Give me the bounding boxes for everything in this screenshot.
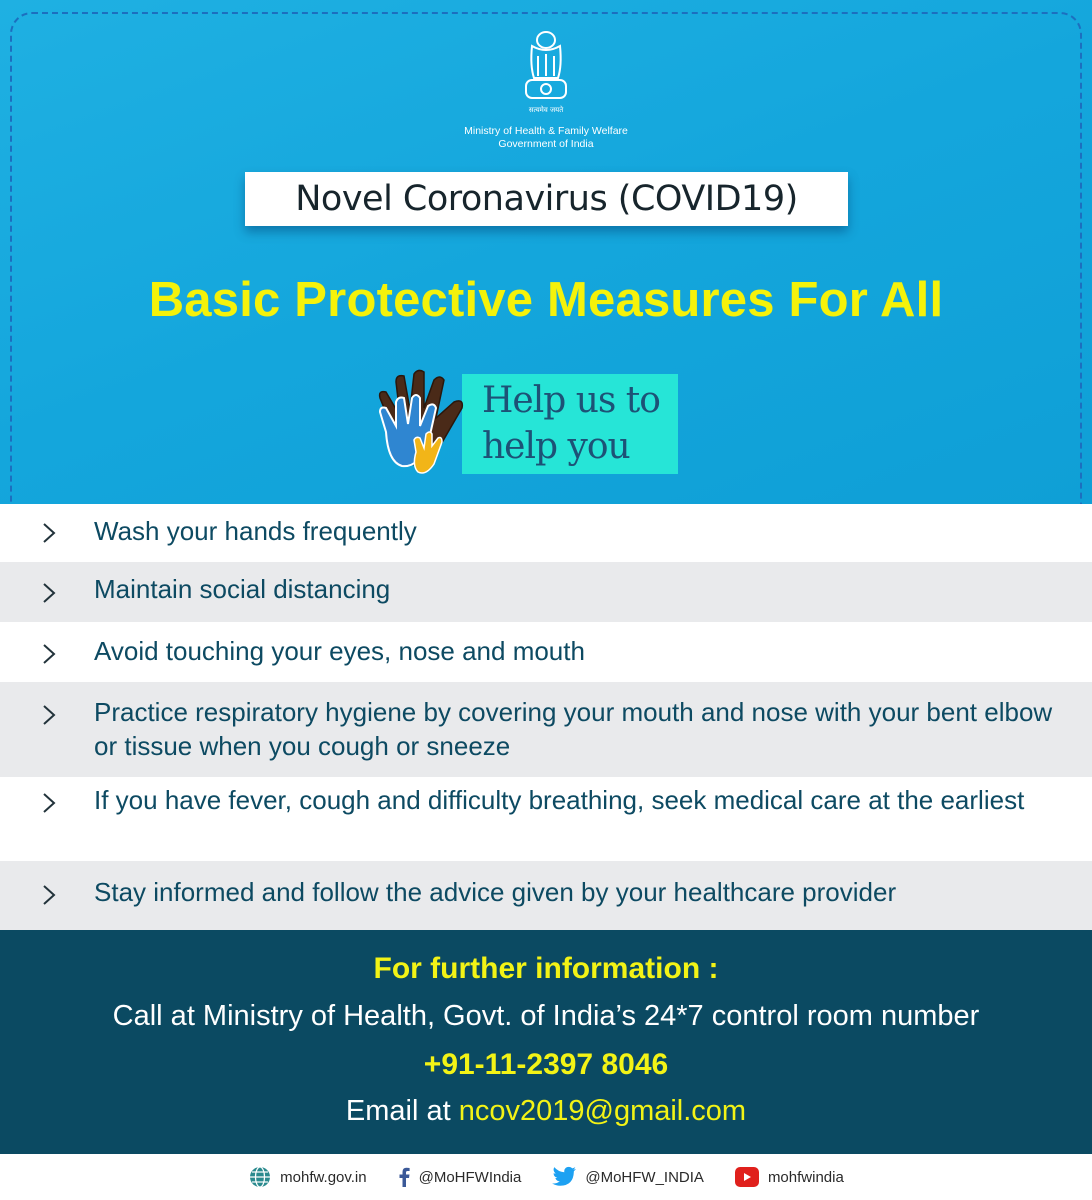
ministry-name: Ministry of Health & Family Welfare — [464, 125, 628, 137]
measure-text: If you have fever, cough and difficulty breathing, seek medical care at the earliest — [94, 785, 1025, 815]
chevron-right-icon — [40, 582, 58, 604]
list-item — [0, 861, 1092, 930]
helpline-number[interactable]: +91-11-2397 8046 — [423, 1048, 669, 1081]
list-item — [0, 777, 1092, 861]
globe-icon — [248, 1165, 272, 1189]
help-line-1: Help us to — [482, 380, 660, 421]
list-item — [0, 562, 1092, 622]
national-emblem-icon — [510, 26, 582, 118]
contact-info-panel — [0, 930, 1092, 1154]
protective-measures-list — [0, 504, 1092, 930]
info-title: For further information : — [373, 952, 719, 985]
measure-text: Wash your hands frequently — [94, 516, 417, 546]
list-item — [0, 504, 1092, 562]
facebook-handle: @MoHFWIndia — [418, 1168, 522, 1186]
facebook-icon — [397, 1167, 411, 1187]
chevron-right-icon — [40, 643, 58, 665]
covid-title: Novel Coronavirus (COVID19) — [295, 179, 798, 219]
call-text: Call at Ministry of Health, Govt. of India’s 24*7 control room number — [112, 1000, 980, 1032]
help-line-2: help you — [482, 426, 630, 467]
youtube-icon — [734, 1166, 760, 1188]
youtube-link[interactable] — [734, 1166, 844, 1188]
email-link[interactable]: ncov2019@gmail.com — [458, 1095, 747, 1127]
twitter-link[interactable] — [551, 1166, 704, 1188]
list-item — [0, 682, 1092, 777]
email-label: Email at — [345, 1095, 459, 1127]
help-us-badge — [372, 368, 682, 480]
svg-text:सत्यमेव जयते: सत्यमेव जयते — [528, 106, 564, 114]
chevron-right-icon — [40, 704, 58, 726]
twitter-icon — [551, 1166, 577, 1188]
measure-text: Stay informed and follow the advice given by your healthcare provider — [94, 877, 897, 907]
website-link[interactable] — [248, 1165, 366, 1189]
email-line — [0, 1095, 1092, 1128]
chevron-right-icon — [40, 884, 58, 906]
poster-header — [0, 0, 1092, 504]
covid-title-box — [245, 172, 848, 226]
website-text: mohfw.gov.in — [280, 1168, 367, 1186]
list-item — [0, 622, 1092, 682]
facebook-link[interactable] — [397, 1167, 522, 1187]
hands-icon — [372, 368, 482, 480]
headline: Basic Protective Measures For All — [148, 273, 944, 327]
youtube-handle: mohfwindia — [767, 1168, 844, 1186]
social-footer — [0, 1154, 1092, 1200]
measure-text: Maintain social distancing — [94, 574, 391, 604]
chevron-right-icon — [40, 792, 58, 814]
twitter-handle: @MoHFW_INDIA — [585, 1168, 704, 1186]
measure-text: Avoid touching your eyes, nose and mouth — [94, 636, 585, 666]
chevron-right-icon — [40, 522, 58, 544]
help-text — [482, 378, 660, 470]
measure-text: Practice respiratory hygiene by covering your mouth and nose with your bent elbow or tissue when you cough or sneeze — [94, 697, 1053, 761]
government-name: Government of India — [498, 138, 594, 150]
